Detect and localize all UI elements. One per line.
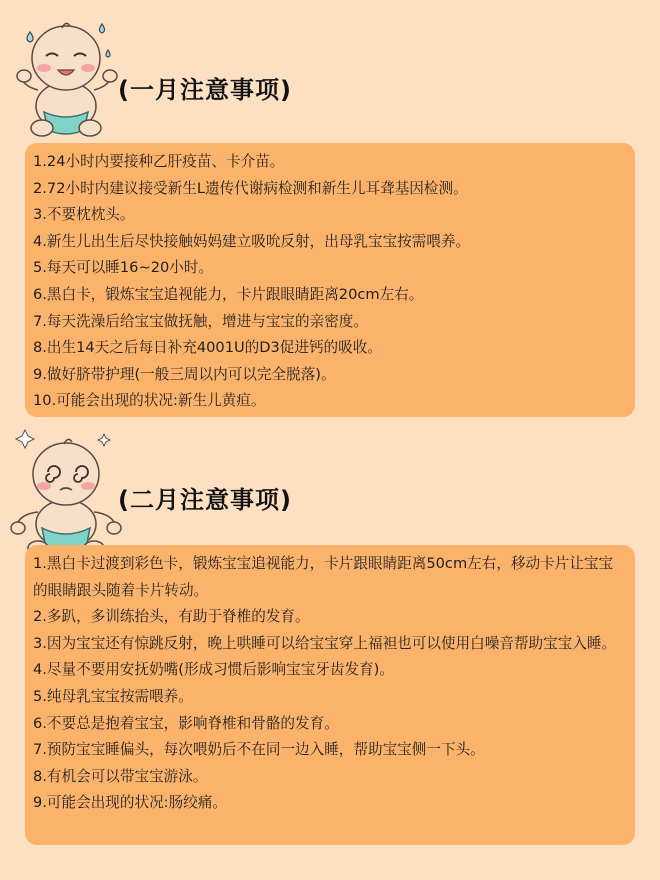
month-2-card	[25, 545, 635, 845]
month-2-title: (二月注意事项)	[118, 486, 292, 514]
list-item: 5.纯母乳宝宝按需喂养。	[33, 687, 193, 705]
list-item: 10.可能会出现的状况:新生儿黄疸。	[33, 392, 266, 410]
list-item: 7.预防宝宝睡偏头，每次喂奶后不在同一边入睡，帮助宝宝侧一下头。	[33, 741, 485, 759]
list-item: 3.因为宝宝还有惊跳反射，晚上哄睡可以给宝宝穿上福袒也可以使用白噪音帮助宝宝入睡。	[33, 634, 617, 652]
list-item: 6.黑白卡，锻炼宝宝追视能力，卡片跟眼睛距离20cm左右。	[33, 285, 424, 303]
list-item: 8.有机会可以带宝宝游泳。	[33, 767, 208, 785]
month-2-list	[33, 551, 625, 817]
month-1-card	[25, 143, 635, 417]
list-item: 3.不要枕枕头。	[33, 206, 135, 224]
month-1-list	[33, 149, 625, 415]
list-item: 4.新生儿出生后尽快接触妈妈建立吸吮反射，出母乳宝宝按需喂养。	[33, 232, 471, 250]
list-item: 9.可能会出现的状况:肠绞痛。	[33, 794, 227, 812]
list-item: 9.做好脐带护理(一般三周以内可以完全脱落)。	[33, 365, 336, 383]
baby-dizzy-icon	[10, 428, 122, 558]
list-item: 4.尽量不要用安抚奶嘴(形成习惯后影响宝宝牙齿发育)。	[33, 661, 394, 679]
month-1-title: (一月注意事项)	[118, 76, 292, 104]
list-item: 7.每天洗澡后给宝宝做抚触，增进与宝宝的亲密度。	[33, 312, 368, 330]
list-item: 5.每天可以睡16~20小时。	[33, 259, 214, 277]
list-item: 6.不要总是抱着宝宝，影响脊椎和骨骼的发育。	[33, 714, 339, 732]
list-item: 2.72小时内建议接受新生L遗传代谢病检测和新生儿耳聋基因检测。	[33, 179, 468, 197]
list-item: 1.24小时内要接种乙肝疫苗、卡介苗。	[33, 153, 285, 170]
baby-crying-icon	[10, 10, 122, 140]
list-item: 1.黑白卡过渡到彩色卡，锻炼宝宝追视能力，卡片跟眼睛距离50cm左右，移动卡片让宝宝的眼睛跟头随着卡片转动。	[33, 555, 614, 599]
list-item: 8.出生14天之后每日补充4001U的D3促进钙的吸收。	[33, 339, 382, 357]
list-item: 2.多趴，多训练抬头，有助于脊椎的发育。	[33, 608, 310, 626]
